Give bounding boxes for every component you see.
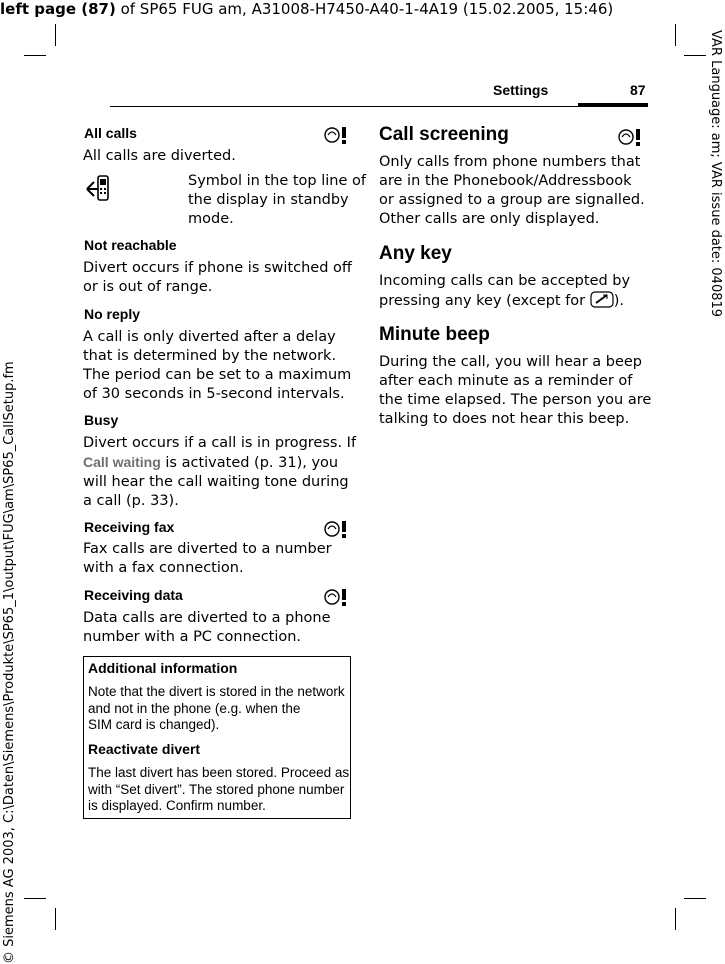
text-line: number with a PC connection.: [83, 629, 302, 645]
all-calls-heading: All calls: [84, 125, 137, 141]
network-service-icon: [323, 587, 351, 607]
no-reply-heading: No reply: [84, 306, 141, 322]
text-line: mode.: [188, 211, 234, 227]
additional-info-box: [83, 656, 351, 819]
text-line: Symbol in the top line of: [188, 173, 366, 189]
text-line: the display in standby: [188, 192, 349, 208]
busy-heading: Busy: [84, 412, 119, 428]
text-line: The period can be set to a maximum: [83, 367, 352, 383]
any-key-text: [379, 272, 630, 311]
crop-mark: [675, 908, 676, 930]
call-waiting-link[interactable]: Call waiting: [83, 454, 161, 470]
text-line: or assigned to a group are signalled.: [379, 192, 645, 208]
copyright-path-text: © Siemens AG 2003, C:\Daten\Siemens\Produkte\SP65_1\output\FUG\am\SP65_CallSetup.fm: [2, 361, 17, 964]
crop-mark: [55, 908, 56, 930]
page-number: 87: [630, 82, 646, 98]
any-key-heading: Any key: [379, 243, 452, 264]
text-line: the time elapsed. The person you are: [379, 392, 652, 408]
document-source-info: of SP65 FUG am, A31008-H7450-A40-1-4A19 (15.02.2005, 15:46): [115, 0, 614, 18]
text-span: ).: [613, 293, 625, 309]
text-line: that is determined by the network.: [83, 348, 337, 364]
end-key-icon: [590, 291, 614, 308]
symbol-note: [188, 172, 366, 229]
text-span: pressing any key (except for: [379, 293, 590, 309]
crop-mark: [55, 24, 56, 46]
text-line: Data calls are diverted to a phone: [83, 610, 331, 626]
text-line: [379, 291, 630, 311]
network-service-icon: [617, 127, 645, 147]
text-line: will hear the call waiting tone during: [83, 474, 349, 490]
text-line: Note that the divert is stored in the network: [88, 684, 345, 699]
text-line: with a fax connection.: [83, 560, 244, 576]
text-line: or is out of range.: [83, 279, 213, 295]
receiving-data-text: [83, 609, 331, 647]
minute-beep-text: [379, 353, 651, 429]
additional-info-heading: Additional information: [88, 660, 238, 676]
receiving-fax-heading: Receiving fax: [84, 519, 175, 535]
crop-mark: [684, 55, 706, 56]
not-reachable-text: [83, 259, 352, 297]
all-calls-text: All calls are diverted.: [83, 148, 236, 164]
call-screening-text: [379, 153, 645, 229]
document-header-line: [0, 0, 613, 18]
var-language-text: VAR Language: am; VAR issue date: 040819: [708, 30, 723, 318]
call-divert-icon: [84, 173, 112, 203]
text-line: SIM card is changed).: [88, 717, 220, 732]
additional-info-text: [88, 684, 350, 734]
text-line: talking to does not hear this beep.: [379, 411, 630, 427]
minute-beep-heading: Minute beep: [379, 324, 490, 345]
call-screening-heading: Call screening: [379, 124, 509, 145]
text-line: Divert occurs if phone is switched off: [83, 260, 352, 276]
text-line: are in the Phonebook/Addressbook: [379, 173, 632, 189]
document-page-ref: left page (87): [0, 0, 116, 18]
text-line: with “Set divert”. The stored phone number: [88, 781, 345, 797]
crop-mark: [684, 898, 706, 899]
network-service-icon: [323, 519, 351, 539]
text-span: is activated (p. 31), you: [160, 455, 339, 471]
text-line: Other calls are only displayed.: [379, 211, 600, 227]
text-line: Only calls from phone numbers that: [379, 154, 641, 170]
crop-mark: [24, 898, 46, 899]
text-line: A call is only diverted after a delay: [83, 329, 336, 345]
text-line: of 30 seconds in 5-second intervals.: [83, 386, 345, 402]
network-service-icon: [323, 125, 351, 145]
no-reply-text: [83, 328, 351, 404]
text-line: [83, 453, 356, 473]
text-line: Divert occurs if a call is in progress. If: [83, 435, 357, 451]
text-line: is displayed. Confirm number.: [88, 798, 266, 813]
reactivate-divert-text: [88, 765, 350, 815]
text-line: Incoming calls can be accepted by: [379, 273, 631, 289]
header-rule: [110, 106, 648, 107]
text-line: The last divert has been stored. Proceed as: [88, 765, 350, 780]
busy-text: [83, 434, 356, 511]
receiving-data-heading: Receiving data: [84, 587, 183, 603]
text-line: Fax calls are diverted to a number: [83, 541, 332, 557]
crop-mark: [24, 55, 46, 56]
text-line: after each minute as a reminder of: [379, 373, 633, 389]
crop-mark: [675, 24, 676, 46]
text-line: and not in the phone (e.g. when the: [88, 700, 301, 716]
receiving-fax-text: [83, 540, 332, 578]
header-rule-accent: [578, 103, 648, 106]
page-title: Settings: [493, 82, 549, 98]
reactivate-divert-heading: Reactivate divert: [88, 741, 201, 757]
text-line: During the call, you will hear a beep: [379, 354, 643, 370]
text-line: a call (p. 33).: [83, 493, 179, 509]
not-reachable-heading: Not reachable: [84, 237, 177, 253]
